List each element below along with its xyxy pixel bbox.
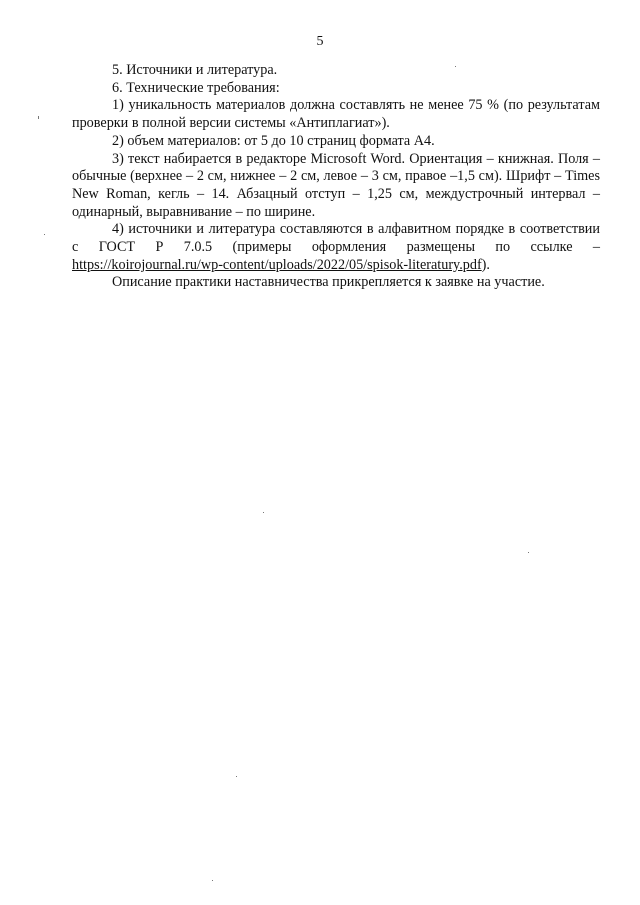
scan-speck [44, 234, 45, 235]
document-body [72, 62, 600, 292]
references-example-link[interactable]: https://koirojournal.ru/wp-content/uploads/2022/05/spisok-literatury.pdf [72, 256, 482, 273]
requirement-uniqueness: 1) уникальность материалов должна составлять не менее 75 % (по результатам проверки в полной версии системы «Антиплагиат»). [72, 97, 600, 132]
scan-speck [455, 66, 456, 67]
sources-item: 5. Источники и литература. [112, 62, 278, 78]
scan-speck [212, 880, 213, 881]
scan-speck [528, 552, 529, 553]
requirement-references [72, 221, 600, 274]
requirement-formatting: 3) текст набирается в редакторе Microsoft Word. Ориентация – книжная. Поля – обычные (верхнее – 2 см, нижнее – 2 см, левое – 3 см, правое –1,5 см). Шрифт – Times New Roman, кегль – 14. Абзацный отступ – 1,25 см, междустрочный интервал – одинарный, выравнивание – по ширине. [72, 150, 600, 220]
scan-speck [236, 776, 237, 777]
tech-requirements-heading: 6. Технические требования: [112, 79, 280, 96]
requirement-references-tail: ). [481, 256, 490, 273]
scan-speck [38, 116, 39, 119]
requirement-references-text: 4) источники и литература составляются в алфавитном порядке в соответствии с ГОСТ Р 7.0.5 (примеры оформления размещены по ссылке – [72, 221, 600, 256]
scan-speck [263, 512, 264, 513]
closing-note: Описание практики наставничества прикрепляется к заявке на участие. [112, 274, 545, 291]
page-number: 5 [316, 34, 324, 49]
requirement-volume: 2) объем материалов: от 5 до 10 страниц формата А4. [112, 132, 435, 149]
